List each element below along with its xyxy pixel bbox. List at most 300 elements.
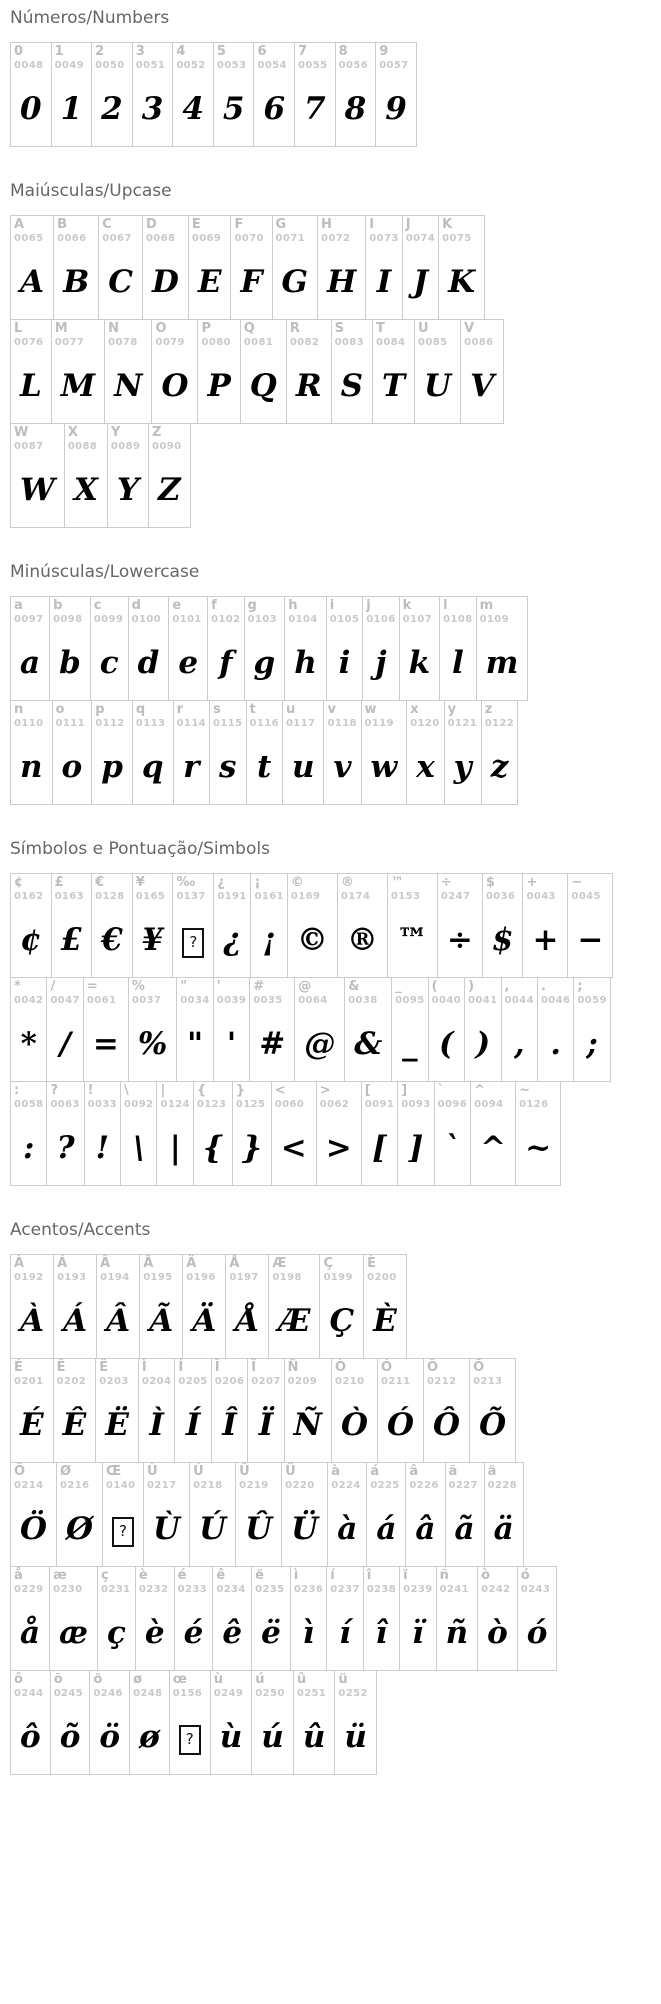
glyph-preview: p (101, 748, 123, 785)
cell-header (407, 701, 443, 736)
cell-character-label: c (93, 598, 102, 613)
glyph-preview: î (375, 1614, 388, 1651)
cell-character-label: 0 (14, 44, 24, 59)
cell-glyph-area (338, 909, 387, 977)
cell-glyph-area (392, 1013, 427, 1081)
cell-character-label: ï (403, 1568, 408, 1583)
glyph-cell (567, 873, 613, 978)
glyph-cell (377, 1358, 424, 1463)
cell-unicode-code: 0236 (293, 1584, 324, 1596)
cell-glyph-area (502, 1013, 537, 1081)
cell-character-label: ì (293, 1568, 299, 1583)
glyph-preview: V (470, 367, 495, 404)
glyph-preview: å (20, 1614, 41, 1651)
glyph-preview: − (577, 921, 604, 958)
cell-glyph-area (52, 355, 104, 423)
glyph-cell (282, 700, 325, 805)
glyph-preview: = (92, 1025, 119, 1062)
cell-header (252, 1671, 293, 1706)
cell-unicode-code: 0049 (54, 60, 85, 72)
glyph-cell (188, 215, 232, 320)
cell-glyph-area (54, 1394, 96, 1462)
glyph-cell (213, 42, 255, 147)
cell-character-label: W (14, 425, 29, 440)
cell-glyph-area (213, 1602, 251, 1670)
glyph-preview: _ (402, 1025, 418, 1062)
cell-glyph-area (336, 78, 376, 146)
glyph-cell (168, 596, 208, 701)
cell-header (173, 874, 213, 909)
glyph-cell (294, 42, 336, 147)
glyph-cell (10, 215, 54, 320)
cell-character-label: R (289, 321, 300, 336)
glyph-cell (323, 700, 361, 805)
glyph-preview (182, 922, 204, 958)
cell-glyph-area (53, 736, 92, 804)
cell-unicode-code: 0241 (439, 1584, 469, 1596)
cell-header (482, 701, 518, 736)
cell-character-label: 3 (135, 44, 145, 59)
glyph-cell (90, 596, 129, 701)
glyph-row (10, 42, 417, 147)
cell-character-label: ú (255, 1672, 265, 1687)
cell-unicode-code: 0232 (138, 1584, 169, 1596)
glyph-preview: © (296, 921, 328, 958)
cell-unicode-code: 0074 (405, 233, 436, 245)
glyph-preview: Ñ (293, 1406, 323, 1443)
glyph-cell (84, 1081, 121, 1186)
cell-header (291, 1567, 326, 1602)
cell-unicode-code: 0237 (330, 1584, 360, 1596)
cell-glyph-area (130, 1706, 169, 1774)
cell-character-label: ® (340, 875, 354, 890)
cell-character-label: Æ (272, 1256, 287, 1271)
cell-character-label: / (50, 979, 56, 994)
cell-header (130, 1671, 169, 1706)
cell-character-label: x (410, 702, 419, 717)
cell-glyph-area (327, 1602, 362, 1670)
cell-header (574, 978, 609, 1013)
cell-header (345, 978, 391, 1013)
glyph-cell (10, 42, 52, 147)
cell-unicode-code: 0090 (152, 441, 182, 453)
cell-header (282, 1463, 327, 1498)
cell-glyph-area (97, 1290, 139, 1358)
cell-unicode-code: 0070 (234, 233, 264, 245)
cell-header (11, 1671, 50, 1706)
glyph-sections-container (10, 8, 661, 1775)
cell-character-label: Ò (335, 1360, 347, 1375)
glyph-preview: e (178, 644, 199, 681)
glyph-preview: ) (475, 1025, 491, 1062)
cell-unicode-code: 0091 (364, 1099, 395, 1111)
cell-glyph-area (175, 1602, 213, 1670)
cell-glyph-area (96, 1394, 138, 1462)
cell-glyph-area (483, 909, 523, 977)
cell-header (214, 43, 254, 78)
cell-character-label: [ (364, 1083, 371, 1098)
cell-unicode-code: 0092 (124, 1099, 154, 1111)
glyph-cell (405, 1462, 445, 1567)
glyph-preview: @ (304, 1025, 336, 1062)
glyph-cell (363, 1566, 400, 1671)
cell-character-label: p (95, 702, 105, 717)
cell-character-label: N (108, 321, 120, 336)
cell-character-label: A (14, 217, 25, 232)
cell-header (485, 1463, 523, 1498)
glyph-cell (56, 1462, 103, 1567)
cell-glyph-area (210, 736, 245, 804)
cell-character-label: t (249, 702, 256, 717)
cell-glyph-area (248, 1394, 283, 1462)
glyph-preview: N (114, 367, 143, 404)
glyph-cell (156, 1081, 193, 1186)
glyph-preview: / (59, 1025, 71, 1062)
glyph-preview: ] (408, 1129, 424, 1166)
cell-glyph-area (226, 1290, 268, 1358)
glyph-row (10, 319, 504, 424)
glyph-preview: d (137, 644, 160, 681)
glyph-cell (10, 700, 53, 805)
cell-unicode-code: 0210 (335, 1376, 365, 1388)
glyph-cell (52, 700, 93, 805)
glyph-preview: í (339, 1614, 351, 1651)
cell-unicode-code: 0123 (196, 1099, 227, 1111)
cell-header (121, 1082, 156, 1117)
cell-glyph-area (388, 909, 437, 977)
cell-header (406, 1463, 444, 1498)
cell-character-label: m (479, 598, 494, 613)
cell-character-label: w (364, 702, 377, 717)
cell-character-label: è (138, 1568, 148, 1583)
cell-glyph-area (478, 1602, 517, 1670)
cell-unicode-code: 0104 (288, 614, 318, 626)
cell-header (11, 320, 51, 355)
glyph-cell (213, 977, 250, 1082)
cell-unicode-code: 0055 (298, 60, 328, 72)
glyph-preview: E (197, 263, 222, 300)
cell-unicode-code: 0118 (327, 718, 357, 730)
cell-header (287, 320, 331, 355)
glyph-preview: Ú (199, 1510, 227, 1547)
glyph-cell (95, 1358, 139, 1463)
cell-header (327, 597, 362, 632)
glyph-cell (51, 42, 93, 147)
cell-header (398, 1082, 433, 1117)
cell-character-label: y (447, 702, 457, 717)
cell-glyph-area (50, 632, 90, 700)
cell-unicode-code: 0044 (504, 995, 534, 1007)
cell-unicode-code: 0088 (67, 441, 98, 453)
cell-glyph-area (214, 78, 254, 146)
cell-character-label: = (86, 979, 98, 994)
cell-header (378, 1359, 423, 1394)
cell-header (445, 701, 481, 736)
cell-character-label: : (14, 1083, 20, 1098)
cell-unicode-code: 0058 (14, 1099, 44, 1111)
cell-unicode-code: 0169 (290, 891, 321, 903)
glyph-cell (344, 977, 392, 1082)
cell-header (328, 1463, 366, 1498)
glyph-cell (251, 1566, 291, 1671)
cell-unicode-code: 0216 (60, 1480, 90, 1492)
cell-header (288, 874, 337, 909)
cell-glyph-area (236, 1498, 281, 1566)
cell-character-label: \ (124, 1083, 129, 1098)
cell-glyph-area (47, 1013, 82, 1081)
cell-character-label: à (331, 1464, 340, 1479)
cell-unicode-code: 0048 (14, 60, 44, 72)
cell-glyph-area (252, 1706, 293, 1774)
cell-glyph-area (288, 909, 337, 977)
glyph-row (10, 596, 528, 701)
glyph-row (10, 1358, 516, 1463)
cell-character-label: 5 (216, 44, 226, 59)
cell-unicode-code: 0081 (243, 337, 274, 349)
cell-unicode-code: 0061 (86, 995, 117, 1007)
cell-glyph-area (108, 459, 148, 527)
glyph-cell (53, 215, 99, 320)
cell-glyph-area (327, 632, 362, 700)
glyph-cell (246, 700, 283, 805)
cell-glyph-area (198, 355, 239, 423)
cell-header (198, 320, 239, 355)
cell-glyph-area (231, 251, 271, 319)
cell-header (91, 597, 128, 632)
cell-character-label: f (211, 598, 217, 613)
cell-glyph-area (11, 1290, 53, 1358)
cell-unicode-code: 0066 (57, 233, 87, 245)
cell-unicode-code: 0246 (93, 1688, 123, 1700)
cell-header (11, 1463, 56, 1498)
glyph-cell (53, 1358, 97, 1463)
cell-glyph-area (291, 1602, 326, 1670)
cell-character-label: û (296, 1672, 307, 1687)
glyph-cell (102, 1462, 144, 1567)
glyph-preview: ö (99, 1718, 121, 1755)
cell-glyph-area (294, 1706, 335, 1774)
cell-unicode-code: 0217 (147, 1480, 177, 1492)
cell-unicode-code: 0161 (254, 891, 284, 903)
glyph-cell (470, 1081, 516, 1186)
glyph-cell (402, 215, 439, 320)
cell-header (149, 424, 190, 459)
cell-glyph-area (54, 251, 98, 319)
cell-character-label: Ø (60, 1464, 72, 1479)
cell-unicode-code: 0198 (272, 1272, 302, 1284)
cell-character-label: P (201, 321, 212, 336)
glyph-preview: ( (439, 1025, 454, 1062)
cell-header (273, 216, 317, 251)
cell-header (362, 701, 407, 736)
cell-unicode-code: 0156 (172, 1688, 203, 1700)
cell-character-label: ? (50, 1083, 58, 1098)
cell-glyph-area (52, 78, 92, 146)
glyph-preview: Í (185, 1406, 201, 1443)
cell-glyph-area (538, 1013, 573, 1081)
cell-character-label: ¢ (14, 875, 24, 890)
cell-glyph-area (465, 1013, 500, 1081)
cell-character-label: g (247, 598, 257, 613)
cell-header (324, 701, 360, 736)
cell-glyph-area (11, 459, 64, 527)
cell-glyph-area (129, 632, 169, 700)
cell-character-label: @ (298, 979, 312, 994)
glyph-cell (120, 1081, 157, 1186)
cell-glyph-area (177, 1013, 212, 1081)
cell-glyph-area (362, 736, 407, 804)
cell-unicode-code: 0038 (348, 995, 378, 1007)
section-uppercase (10, 181, 661, 528)
cell-character-label: ^ (474, 1083, 485, 1098)
cell-header (96, 1359, 138, 1394)
cell-header (247, 701, 282, 736)
glyph-cell (10, 1462, 57, 1567)
glyph-cell (172, 42, 214, 147)
cell-character-label: u (285, 702, 296, 717)
cell-unicode-code: 0045 (571, 891, 601, 903)
cell-header (139, 1359, 174, 1394)
glyph-preview: m (485, 644, 519, 681)
glyph-cell (96, 1254, 140, 1359)
glyph-cell (334, 1670, 377, 1775)
cell-unicode-code: 0106 (366, 614, 396, 626)
cell-header (251, 874, 286, 909)
glyph-preview: R (295, 367, 322, 404)
cell-header (440, 597, 475, 632)
glyph-cell (225, 1254, 269, 1359)
cell-header (332, 320, 372, 355)
cell-glyph-area (376, 78, 416, 146)
cell-unicode-code: 0191 (217, 891, 247, 903)
section-lowercase (10, 562, 661, 805)
cell-header (338, 874, 387, 909)
cell-glyph-area (378, 1394, 423, 1462)
cell-header (208, 597, 243, 632)
cell-glyph-area (400, 1602, 435, 1670)
cell-unicode-code: 0225 (370, 1480, 400, 1492)
cell-glyph-area (170, 1706, 210, 1774)
cell-character-label: â (409, 1464, 419, 1479)
glyph-preview: ô (20, 1718, 41, 1755)
cell-unicode-code: 0163 (54, 891, 85, 903)
glyph-cell (104, 319, 152, 424)
cell-header (108, 424, 148, 459)
glyph-preview: ' (226, 1025, 237, 1062)
cell-glyph-area (99, 251, 142, 319)
glyph-cell (107, 423, 149, 528)
cell-header (92, 701, 132, 736)
cell-character-label: Ö (14, 1464, 26, 1479)
glyph-cell (174, 1358, 211, 1463)
glyph-preview: 3 (141, 90, 164, 127)
cell-header (478, 1567, 517, 1602)
cell-character-label: " (180, 979, 188, 994)
cell-header (11, 424, 64, 459)
cell-unicode-code: 0112 (95, 718, 125, 730)
cell-character-label: Ï (251, 1360, 257, 1375)
cell-header (439, 216, 484, 251)
glyph-preview: Ù (153, 1510, 181, 1547)
cell-glyph-area (11, 736, 52, 804)
glyph-preview: Ì (149, 1406, 164, 1443)
glyph-rows (10, 873, 613, 1186)
cell-character-label: B (57, 217, 67, 232)
glyph-cell (128, 977, 177, 1082)
cell-glyph-area (136, 1602, 174, 1670)
cell-glyph-area (11, 78, 51, 146)
glyph-preview: X (73, 471, 98, 508)
cell-header (52, 320, 104, 355)
glyph-preview: G (281, 263, 308, 300)
glyph-cell (439, 596, 476, 701)
cell-header (446, 1463, 484, 1498)
glyph-cell (482, 873, 524, 978)
glyph-cell (251, 1670, 294, 1775)
cell-unicode-code: 0120 (410, 718, 440, 730)
cell-glyph-area (332, 1394, 377, 1462)
glyph-preview: Æ (278, 1302, 311, 1339)
cell-character-label: Î (214, 1360, 220, 1375)
cell-header (11, 701, 52, 736)
glyph-preview: ¡ (262, 921, 276, 958)
cell-header (47, 978, 82, 1013)
cell-glyph-area (516, 1117, 560, 1185)
cell-unicode-code: 0162 (14, 891, 44, 903)
cell-header (320, 1255, 363, 1290)
glyph-preview: 7 (304, 90, 326, 127)
cell-header (424, 1359, 469, 1394)
cell-header (175, 1359, 210, 1394)
cell-glyph-area (254, 78, 294, 146)
glyph-cell (10, 873, 52, 978)
cell-glyph-area (139, 1394, 174, 1462)
glyph-preview: è (144, 1614, 165, 1651)
cell-unicode-code: 0071 (275, 233, 305, 245)
cell-unicode-code: 0035 (253, 995, 283, 1007)
cell-unicode-code: 0107 (402, 614, 433, 626)
glyph-cell (207, 596, 244, 701)
cell-header (84, 978, 128, 1013)
glyph-cell (197, 319, 240, 424)
cell-character-label: œ (172, 1672, 187, 1687)
cell-header (54, 216, 98, 251)
cell-character-label: L (14, 321, 23, 336)
cell-glyph-area (269, 1290, 319, 1358)
cell-header (364, 1567, 399, 1602)
cell-character-label: T (375, 321, 385, 336)
cell-unicode-code: 0093 (401, 1099, 431, 1111)
cell-unicode-code: 0116 (249, 718, 279, 730)
cell-glyph-area (92, 909, 132, 977)
glyph-preview: ü (344, 1718, 367, 1755)
cell-character-label: © (290, 875, 304, 890)
glyph-preview: x (416, 748, 435, 785)
cell-glyph-area (485, 1498, 523, 1566)
cell-glyph-area (424, 1394, 469, 1462)
cell-glyph-area (287, 355, 331, 423)
glyph-cell (481, 700, 519, 805)
cell-unicode-code: 0196 (186, 1272, 216, 1284)
glyph-cell (331, 319, 373, 424)
cell-glyph-area (143, 251, 188, 319)
cell-character-label: ~ (519, 1083, 530, 1098)
glyph-preview: j (375, 644, 387, 681)
cell-glyph-area (173, 78, 213, 146)
glyph-cell (142, 215, 189, 320)
cell-header (318, 216, 365, 251)
cell-glyph-area (90, 1706, 129, 1774)
